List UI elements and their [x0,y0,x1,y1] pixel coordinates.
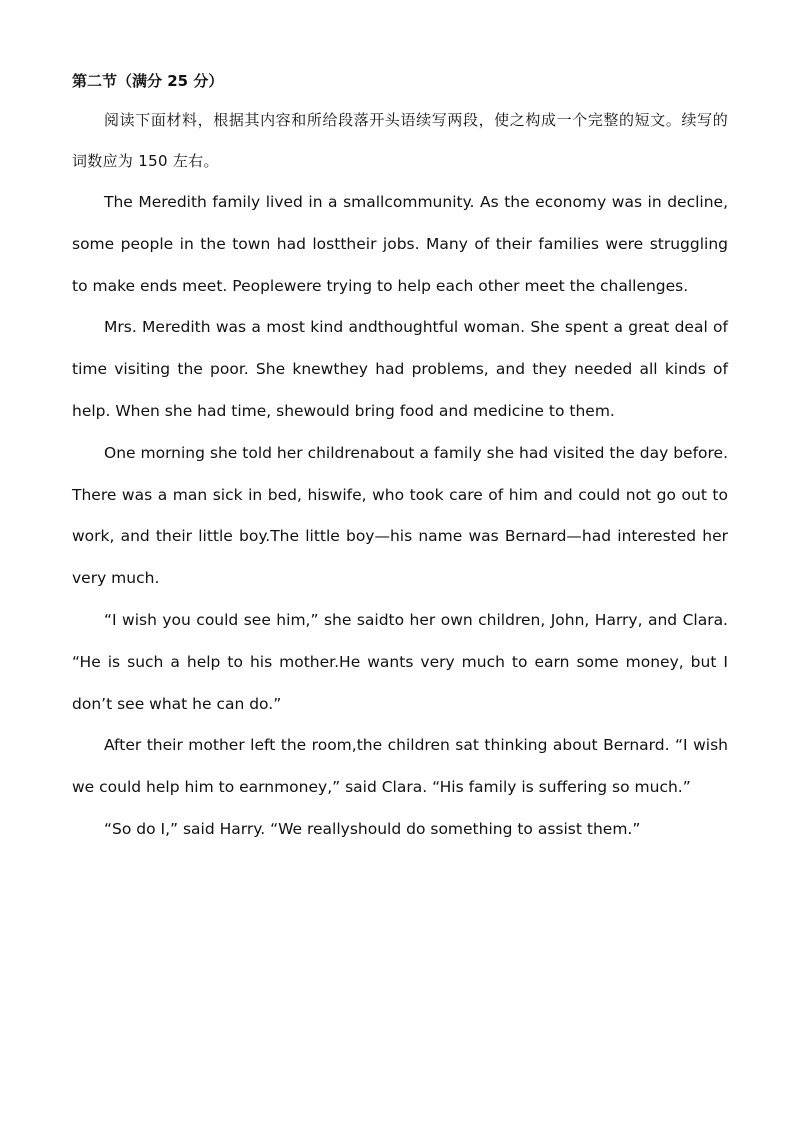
section-title: 第二节（满分 25 分） [72,72,224,90]
story-paragraph-4: “I wish you could see him,” she saidto her own children, John, Harry, and Clara. “He is such a help to his mother.He wants very much to earn some money, but I don’t see what he can do.” [72,610,728,713]
story-paragraph-6: “So do I,” said Harry. “We reallyshould do something to assist them.” [104,819,641,838]
document-page [72,66,728,851]
story-paragraph-2: Mrs. Meredith was a most kind andthoughtful woman. She spent a great deal of time visiting the poor. She knewthey had problems, and they needed all kinds of help. When she had time, shewould bring food and medicine to them. [72,318,728,420]
story-paragraph-1: The Meredith family lived in a smallcommunity. As the economy was in decline, some people in the town had losttheir jobs. Many of their families were struggling to make ends meet. Peoplewere trying to help each other meet the challenges. [72,193,728,295]
story-paragraph-5: After their mother left the room,the children sat thinking about Bernard. “I wish we could help him to earnmoney,” said Clara. “His family is suffering so much.” [72,736,728,797]
instructions-paragraph: 阅读下面材料，根据其内容和所给段落开头语续写两段，使之构成一个完整的短文。续写的词数应为 150 左右。 [72,111,728,170]
story-paragraph-3: One morning she told her childrenabout a family she had visited the day before. There was a man sick in bed, hiswife, who took care of him and could not go out to work, and their little boy.The little boy—his name was Bernard—had interested her very much. [72,443,728,588]
